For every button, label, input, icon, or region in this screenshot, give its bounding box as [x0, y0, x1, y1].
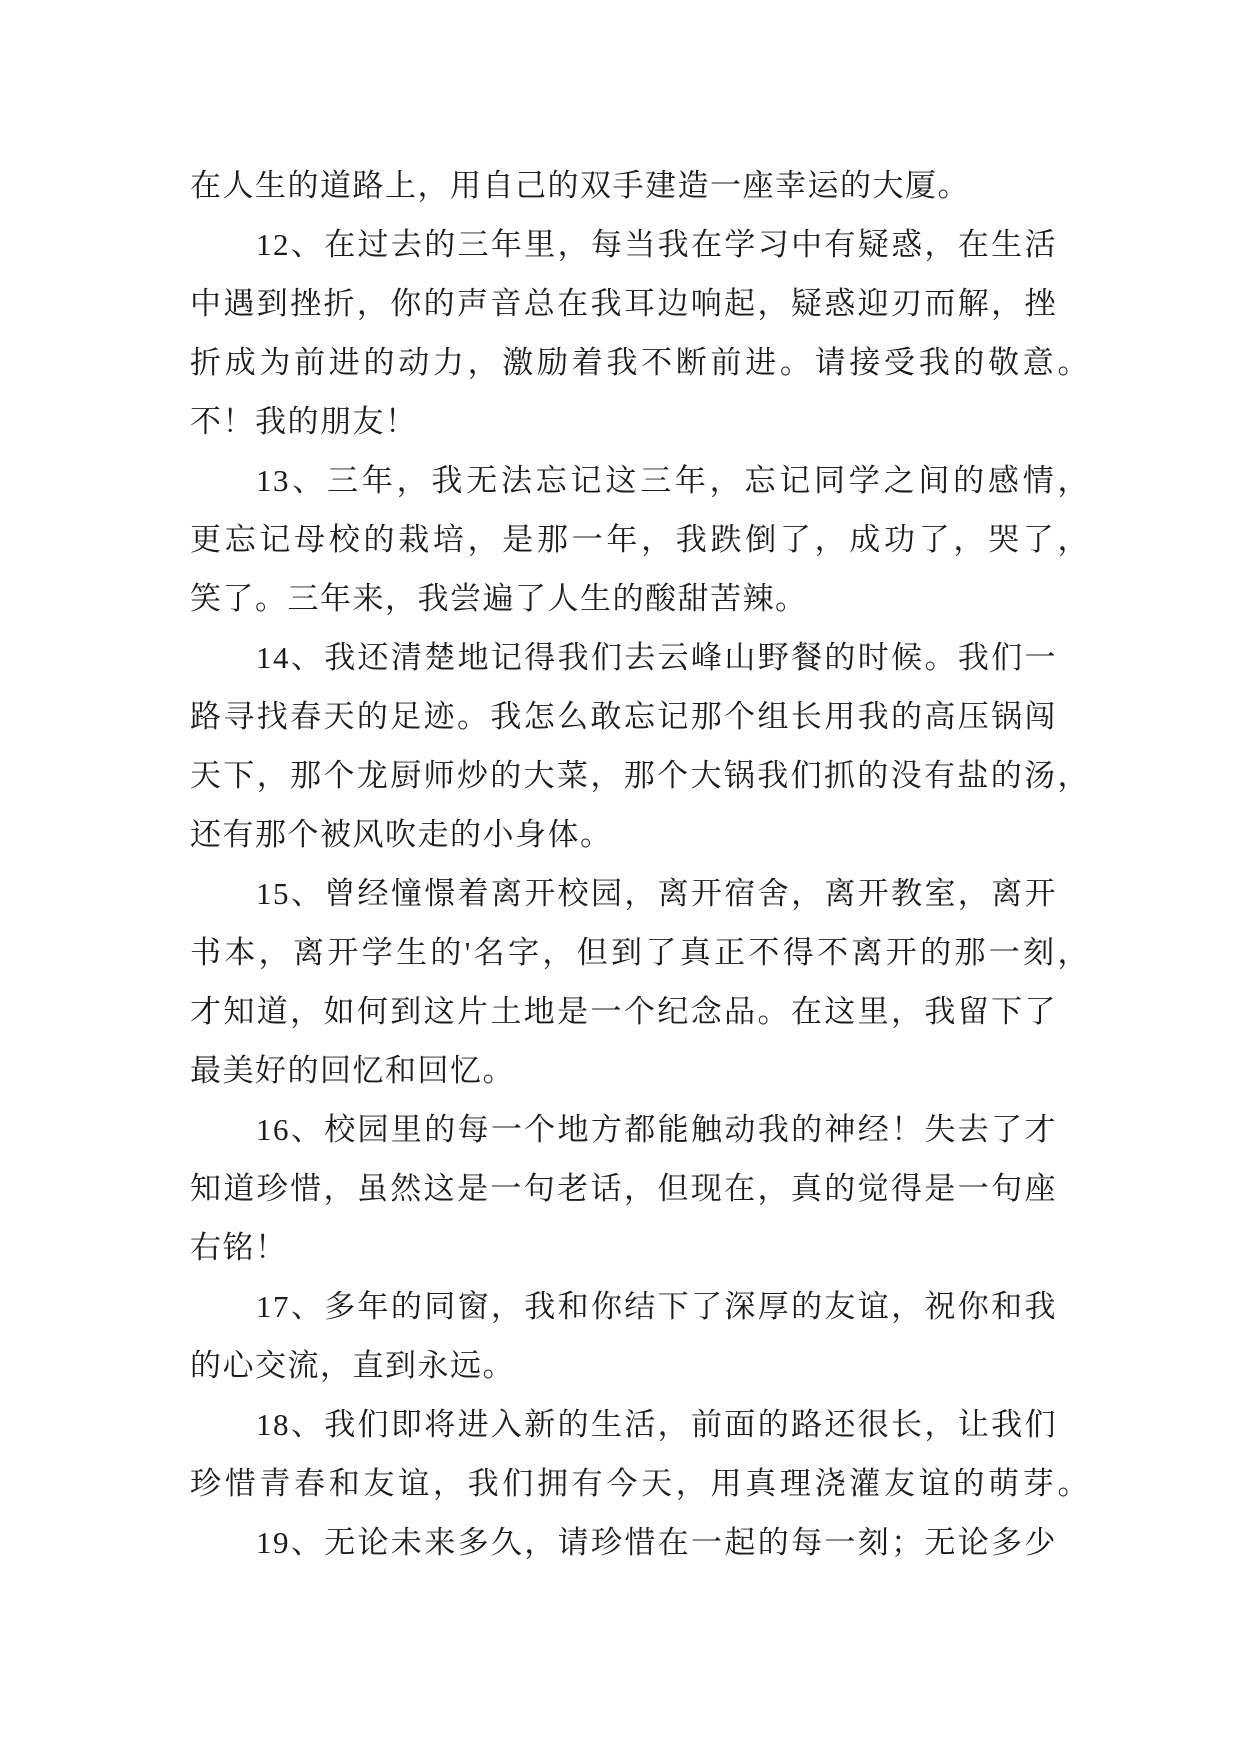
text-line: 才知道，如何到这片土地是一个纪念品。在这里，我留下了 — [190, 994, 1057, 1029]
text-line: 天下，那个龙厨师炒的大菜，那个大锅我们抓的没有盐的汤， — [190, 758, 1090, 793]
text-line: 右铭！ — [190, 1230, 288, 1265]
text-line: 笑了。三年来，我尝遍了人生的酸甜苦辣。 — [190, 581, 808, 616]
document-body — [190, 156, 1090, 1572]
text-line: 珍惜青春和友谊，我们拥有今天，用真理浇灌友谊的萌芽。 — [190, 1466, 1090, 1501]
text-line: 不！我的朋友！ — [190, 404, 418, 439]
text-line: 14、我还清楚地记得我们去云峰山野餐的时候。我们一 — [256, 640, 1057, 675]
paragraph — [190, 156, 1090, 215]
text-line: 的心交流，直到永远。 — [190, 1348, 515, 1383]
text-line: 路寻找春天的足迹。我怎么敢忘记那个组长用我的高压锅闯 — [190, 699, 1057, 734]
paragraph — [190, 1395, 1090, 1513]
text-line: 中遇到挫折，你的声音总在我耳边响起，疑惑迎刃而解，挫 — [190, 286, 1057, 321]
text-line: 更忘记母校的栽培，是那一年，我跌倒了，成功了，哭了， — [190, 522, 1090, 557]
text-line: 在人生的道路上，用自己的双手建造一座幸运的大厦。 — [190, 168, 970, 203]
text-line: 12、在过去的三年里，每当我在学习中有疑惑，在生活 — [256, 227, 1057, 262]
text-line: 15、曾经憧憬着离开校园，离开宿舍，离开教室，离开 — [256, 876, 1057, 911]
text-line: 19、无论未来多久，请珍惜在一起的每一刻；无论多少 — [256, 1525, 1057, 1560]
text-line: 18、我们即将进入新的生活，前面的路还很长，让我们 — [256, 1407, 1057, 1442]
paragraph — [190, 1277, 1090, 1395]
text-line: 折成为前进的动力，激励着我不断前进。请接受我的敬意。 — [190, 345, 1090, 380]
text-line: 书本，离开学生的'名字，但到了真正不得不离开的那一刻， — [190, 935, 1090, 970]
text-line: 16、校园里的每一个地方都能触动我的神经！失去了才 — [256, 1112, 1057, 1147]
paragraph — [190, 451, 1090, 628]
text-line: 知道珍惜，虽然这是一句老话，但现在，真的觉得是一句座 — [190, 1171, 1057, 1206]
paragraph — [190, 215, 1090, 451]
paragraph — [190, 1100, 1090, 1277]
paragraph — [190, 864, 1090, 1100]
text-line: 17、多年的同窗，我和你结下了深厚的友谊，祝你和我 — [256, 1289, 1057, 1324]
paragraph — [190, 1513, 1090, 1572]
text-line: 还有那个被风吹走的小身体。 — [190, 817, 613, 852]
paragraph — [190, 628, 1090, 864]
text-line: 最美好的回忆和回忆。 — [190, 1053, 515, 1088]
text-line: 13、三年，我无法忘记这三年，忘记同学之间的感情， — [256, 463, 1090, 498]
